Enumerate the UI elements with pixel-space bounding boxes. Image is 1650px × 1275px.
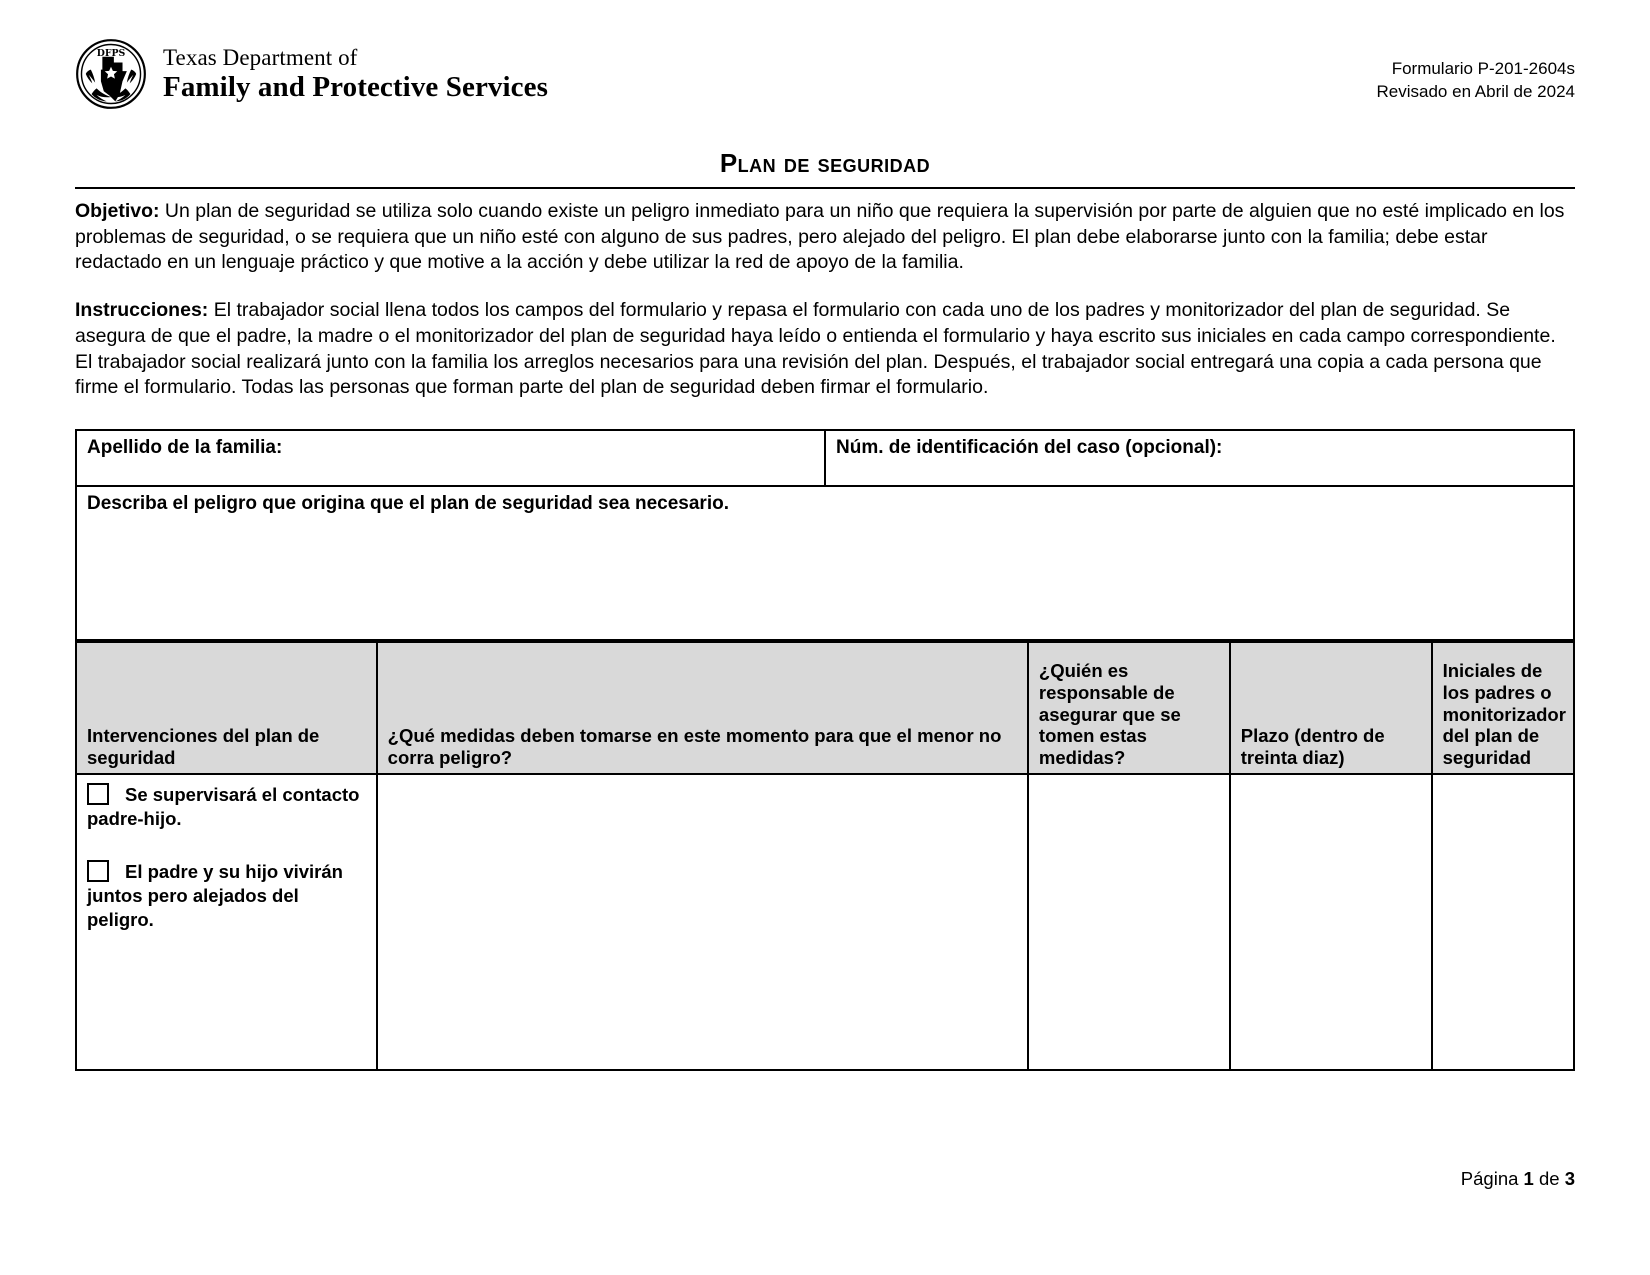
agency-name-line2: Family and Protective Services (163, 70, 548, 103)
objetivo-text: Un plan de seguridad se utiliza solo cuando existe un peligro inmediato para un niño que requiera la supervisión por parte de alguien que no esté implicado en los problemas de seguridad, o se requiera que un niño esté con alguno de sus padres, pero alejado del peligro. El plan debe elaborarse junto con la familia; debe estar redactado en un lenguaje práctico y que motive a la acción y debe utilizar la red de apoyo de la familia. (75, 200, 1565, 274)
instrucciones-label: Instrucciones: (75, 299, 209, 322)
seal-label: DFPS (96, 48, 126, 59)
form-revision-date: Revisado en Abril de 2024 (1376, 81, 1575, 101)
case-id-label: Núm. de identificación del caso (opcional): (836, 437, 1223, 459)
footer-page-total: 3 (1564, 1168, 1575, 1189)
table-row (76, 486, 1574, 640)
page-footer (1461, 1168, 1575, 1190)
page-header (0, 0, 1650, 110)
page-title: Plan de seguridad (719, 148, 931, 178)
page-title-wrap (0, 148, 1650, 179)
danger-description-label: Describa el peligro que origina que el plan de seguridad sea necesario. (87, 493, 729, 515)
agency-name (163, 45, 548, 103)
agency-brand (75, 38, 548, 110)
footer-page-prefix: Página (1460, 1168, 1524, 1189)
column-header-initials: Iniciales de los padres o monitorizador del plan de seguridad (1432, 642, 1574, 774)
table-row (76, 430, 1574, 486)
instrucciones-text: El trabajador social llena todos los campos del formulario y repasa el formulario con cada uno de los padres y monitorizador del plan de seguridad. Se asegura de que el padre, la madre o el monitorizador del plan de seguridad haya leído o entienda el formulario y haya escrito sus iniciales en cada campo correspondiente. El trabajador social realizará junto con la familia los arreglos necesarios para una revisión del plan. Después, el trabajador social entregará una copia a cada persona que firme el formulario. Todas las personas que forman parte del plan de seguridad deben firmar el formulario. (75, 299, 1556, 399)
form-metadata (1377, 38, 1575, 104)
responsible-cell[interactable] (1028, 774, 1230, 1070)
intervention-label-1: Se supervisará el contacto padre-hijo. (87, 784, 360, 829)
list-item[interactable] (87, 783, 368, 830)
table-row (76, 774, 1574, 1070)
column-header-timeframe: Plazo (dentro de treinta diaz) (1230, 642, 1432, 774)
footer-page-current: 1 (1523, 1168, 1534, 1189)
intervention-label-2: El padre y su hijo vivirán juntos pero alejados del peligro. (87, 861, 343, 930)
family-name-label: Apellido de la familia: (87, 437, 283, 459)
safety-plan-grid (75, 641, 1575, 1071)
interventions-list (87, 783, 368, 931)
case-id-field[interactable] (825, 430, 1574, 486)
interventions-cell (76, 774, 377, 1070)
checkbox-supervised-contact[interactable] (87, 783, 109, 805)
timeframe-cell[interactable] (1230, 774, 1432, 1070)
checkbox-live-together-away-from-danger[interactable] (87, 860, 109, 882)
list-item[interactable] (87, 860, 368, 931)
identification-table (75, 429, 1575, 641)
objetivo-label: Objetivo: (75, 200, 160, 222)
objetivo-paragraph (75, 199, 1575, 276)
form-number: Formulario P-201-2604s (1391, 59, 1575, 78)
dfps-seal-icon (75, 38, 147, 110)
instrucciones-paragraph (75, 298, 1575, 401)
column-header-responsible: ¿Quién es responsable de asegurar que se tomen estas medidas? (1028, 642, 1230, 774)
footer-page-middle: de (1533, 1168, 1565, 1189)
family-name-field[interactable] (76, 430, 825, 486)
title-divider (75, 187, 1575, 189)
column-header-measures: ¿Qué medidas deben tomarse en este momento para que el menor no corra peligro? (377, 642, 1028, 774)
column-header-interventions: Intervenciones del plan de seguridad (76, 642, 377, 774)
measures-cell[interactable] (377, 774, 1028, 1070)
initials-cell[interactable] (1432, 774, 1574, 1070)
grid-body (76, 774, 1574, 1070)
grid-header (76, 642, 1574, 774)
table-header-row (76, 642, 1574, 774)
agency-name-line1: Texas Department of (163, 44, 358, 70)
danger-description-field[interactable] (76, 486, 1574, 640)
